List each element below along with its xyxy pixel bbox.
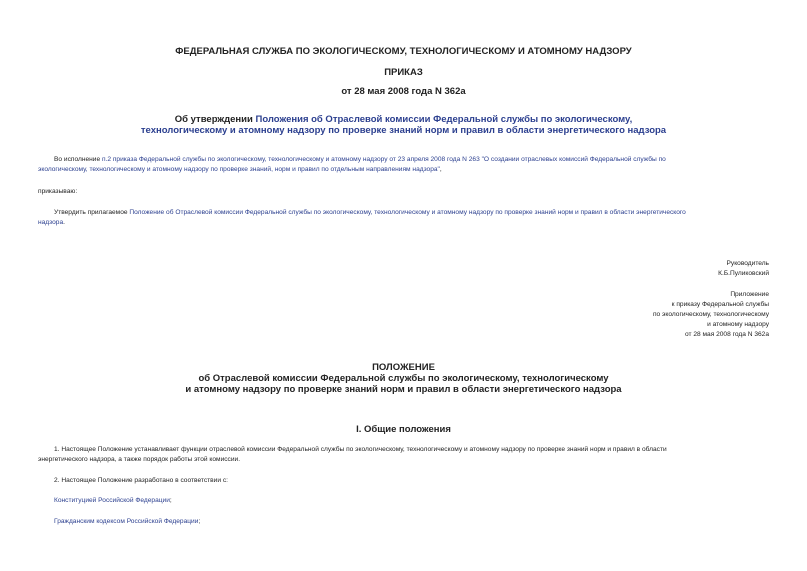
p2-link[interactable]: Положение об Отраслевой комиссии Федеральной службы по экологическому, технологическому и атомному надзору по проверке знаний норм и правил в области энергетического	[129, 209, 686, 216]
p1-prefix: Во исполнение	[54, 156, 102, 163]
item-1-line1	[38, 445, 770, 455]
signature-name: К.Б.Пуликовский	[718, 270, 769, 277]
regulation-subtitle-1: об Отраслевой комиссии Федеральной службы по экологическому, технологическому	[198, 373, 609, 384]
regulation-title: ПОЛОЖЕНИЕ	[372, 362, 435, 373]
reference-2	[54, 517, 200, 527]
p1-suffix: ,	[439, 166, 442, 173]
appendix-line-4: и атомному надзору	[707, 321, 769, 328]
appendix-line-3: по экологическому, технологическому	[652, 311, 769, 318]
regulation-subtitle-2: и атомному надзору по проверке знаний норм и правил в области энергетического надзора	[185, 384, 622, 395]
constitution-link[interactable]: Конституцией Российской Федерации	[54, 497, 170, 504]
p1-link-cont[interactable]: экологическому, технологическому и атомному надзору по проверке знаний, норм и правил по отдельным направлениям надзора"	[38, 166, 440, 173]
civil-code-link[interactable]: Гражданским кодексом Российской Федерации	[54, 518, 199, 525]
signature-block	[718, 259, 769, 279]
subject-prefix: Об утверждении	[174, 114, 256, 125]
item-2: 2. Настоящее Положение разработано в соответствии с:	[54, 477, 228, 484]
item-1-line2: энергетического надзора, а также порядок работы этой комиссии.	[38, 456, 241, 463]
section-heading: I. Общие положения	[356, 424, 451, 435]
doc-type-heading: ПРИКАЗ	[384, 67, 423, 78]
signature-role: Руководитель	[726, 260, 769, 267]
item-1-text: 1. Настоящее Положение устанавливает функции отраслевой комиссии Федеральной службы по экологическому, технологическому и атомному надзору по проверке знаний норм и правил в области	[54, 446, 667, 453]
reference-1-suffix: ;	[169, 497, 172, 504]
p2-suffix: .	[63, 219, 65, 226]
appendix-block	[653, 290, 769, 340]
p2-prefix: Утвердить прилагаемое	[54, 209, 130, 216]
p1-link[interactable]: п.2 приказа Федеральной службы по экологическому, технологическому и атомному надзору от 23 апреля 2008 года N 263 "О создании отраслевых комиссий Федеральной службы по	[101, 156, 666, 163]
reference-2-suffix: ;	[198, 518, 201, 525]
agency-heading: ФЕДЕРАЛЬНАЯ СЛУЖБА ПО ЭКОЛОГИЧЕСКОМУ, ТЕХНОЛОГИЧЕСКОМУ И АТОМНОМУ НАДЗОРУ	[175, 46, 632, 57]
appendix-line-2: к приказу Федеральной службы	[671, 301, 769, 308]
paragraph-1-line2	[38, 165, 770, 175]
paragraph-2-line2	[38, 218, 770, 228]
paragraph-1-line1	[38, 155, 770, 165]
paragraph-2-line1	[38, 208, 770, 218]
order-subject-line1	[0, 114, 807, 125]
appendix-line-1: Приложение	[730, 291, 769, 298]
orders-line: приказываю:	[38, 188, 78, 195]
subject-link[interactable]: Положения об Отраслевой комиссии Федеральной службы по экологическому,	[255, 114, 633, 125]
order-subject-line2	[0, 125, 807, 136]
subject-link-cont[interactable]: технологическому и атомному надзору по проверке знаний норм и правил в области энергетического надзора	[140, 125, 667, 136]
reference-1	[54, 496, 172, 506]
order-date-number: от 28 мая 2008 года N 362а	[341, 86, 466, 97]
p2-link-cont[interactable]: надзора	[38, 219, 64, 226]
appendix-line-5: от 28 мая 2008 года N 362а	[684, 331, 769, 338]
